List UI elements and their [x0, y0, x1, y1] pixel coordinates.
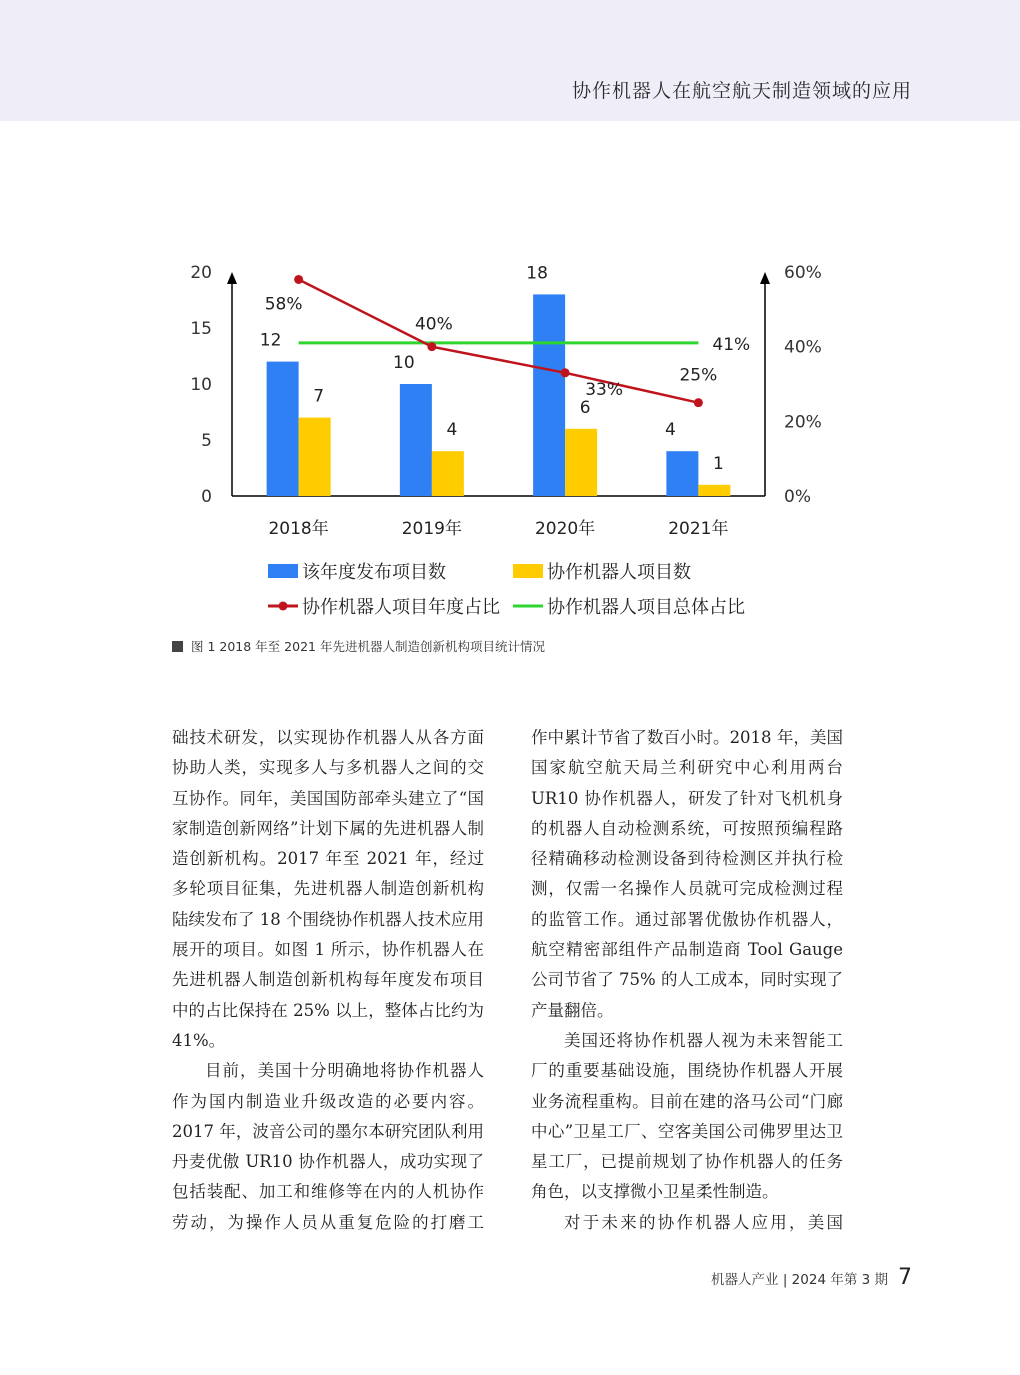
journal-issue: 机器人产业 | 2024 年第 3 期 — [711, 1272, 888, 1288]
page-header-title: 协作机器人在航空航天制造领域的应用 — [571, 80, 912, 102]
legend-swatch — [513, 564, 543, 578]
body-column-right — [531, 723, 843, 1238]
bar-value-label: 1 — [712, 453, 724, 474]
legend-label: 协作机器人项目总体占比 — [547, 597, 745, 618]
bar-value-label: 18 — [526, 263, 548, 284]
figure-caption — [172, 637, 545, 655]
x-tick-label: 2018年 — [268, 519, 329, 539]
bar-cobot-projects — [432, 451, 464, 496]
bar-value-label: 10 — [393, 353, 415, 373]
bar-annual-projects — [533, 294, 565, 496]
bar-cobot-projects — [698, 485, 730, 496]
annual-share-label: 25% — [679, 365, 718, 386]
right-tick-label: 20% — [784, 412, 822, 433]
page-footer — [711, 1265, 912, 1290]
bar-value-label: 7 — [313, 386, 325, 407]
bar-value-label: 4 — [664, 420, 676, 441]
right-tick-label: 0% — [784, 487, 811, 507]
body-column-left — [172, 723, 484, 1238]
bar-value-label: 4 — [446, 420, 458, 441]
caption-text: 图 1 2018 年至 2021 年先进机器人制造创新机构项目统计情况 — [191, 639, 545, 654]
annual-share-point — [561, 368, 570, 377]
overall-share-label: 41% — [712, 334, 751, 355]
annual-share-label: 40% — [414, 314, 453, 335]
bar-value-label: 6 — [579, 397, 591, 418]
annual-share-label: 58% — [264, 294, 303, 315]
annual-share-point — [294, 275, 303, 284]
bar-cobot-projects — [565, 429, 597, 496]
x-tick-label: 2020年 — [534, 519, 596, 539]
paragraph: 美国还将协作机器人视为未来智能工厂的重要基础设施，围绕协作机器人开展业务流程重构。目前在建的洛马公司“门廊中心”卫星工厂、空客美国公司佛罗里达卫星工厂，已提前规划了协作机器人的任务角色，以支撑微小卫星柔性制造。 — [531, 1030, 843, 1202]
annual-share-line — [299, 279, 699, 402]
page-number: 7 — [898, 1265, 912, 1290]
bar-value-label: 12 — [259, 330, 282, 351]
paragraph: 作中累计节省了数百小时。2018 年，美国国家航空航天局兰利研究中心利用两台 UR10 协作机器人，研发了针对飞机机身的机器人自动检测系统，可按照预编程路径精确移动检测设备到待检测区并执行检测，仅需一名操作人员就可完成检测过程的监管工作。通过部署优傲协作机器人，航空精密部组件产品制造商 Tool Gauge 公司节省了 75% 的人工成本，同时实现了产量翻倍。 — [531, 728, 843, 1020]
annual-share-point — [694, 398, 703, 407]
caption-marker-icon — [172, 641, 183, 652]
x-tick-label: 2021年 — [668, 519, 729, 539]
right-axis-arrow-icon — [760, 272, 770, 284]
paragraph: 础技术研发，以实现协作机器人从各方面协助人类，实现多人与多机器人之间的交互协作。同年，美国国防部牵头建立了“国家制造创新网络”计划下属的先进机器人制造创新机构。2017 年至 2021 年，经过多轮项目征集，先进机器人制造创新机构陆续发布了 18 个围绕协作机器人技术应用展开的项目。如图 1 所示，协作机器人在先进机器人制造创新机构每年度发布项目中的占比保持在 25% 以上，整体占比约为 41%。 — [172, 728, 484, 1050]
left-tick-label: 20 — [190, 263, 212, 283]
bar-annual-projects — [400, 384, 432, 496]
x-tick-label: 2019年 — [401, 519, 463, 539]
bar-annual-projects — [267, 362, 299, 496]
legend-label: 协作机器人项目数 — [547, 562, 691, 583]
bar-line-chart — [0, 240, 1020, 630]
left-tick-label: 10 — [190, 375, 212, 395]
annual-share-label: 33% — [585, 379, 624, 400]
left-tick-label: 5 — [201, 431, 212, 451]
legend-label: 协作机器人项目年度占比 — [302, 597, 500, 618]
bar-cobot-projects — [299, 418, 331, 496]
left-axis-arrow-icon — [227, 272, 237, 284]
paragraph: 目前，美国十分明确地将协作机器人作为国内制造业升级改造的必要内容。2017 年，波音公司的墨尔本研究团队利用丹麦优傲 UR10 协作机器人，成功实现了包括装配、加工和维修等在内的人机协作劳动，为操作人员从重复危险的打磨工 — [172, 1061, 484, 1232]
right-tick-label: 40% — [784, 337, 822, 358]
bar-annual-projects — [666, 451, 698, 496]
left-tick-label: 15 — [190, 319, 212, 339]
legend-label: 该年度发布项目数 — [302, 562, 446, 583]
legend-swatch — [268, 564, 298, 578]
left-tick-label: 0 — [201, 487, 212, 507]
paragraph: 对于未来的协作机器人应用，美国 — [564, 1212, 843, 1232]
right-tick-label: 60% — [784, 263, 822, 283]
legend-marker — [279, 602, 288, 611]
annual-share-point — [427, 342, 436, 351]
